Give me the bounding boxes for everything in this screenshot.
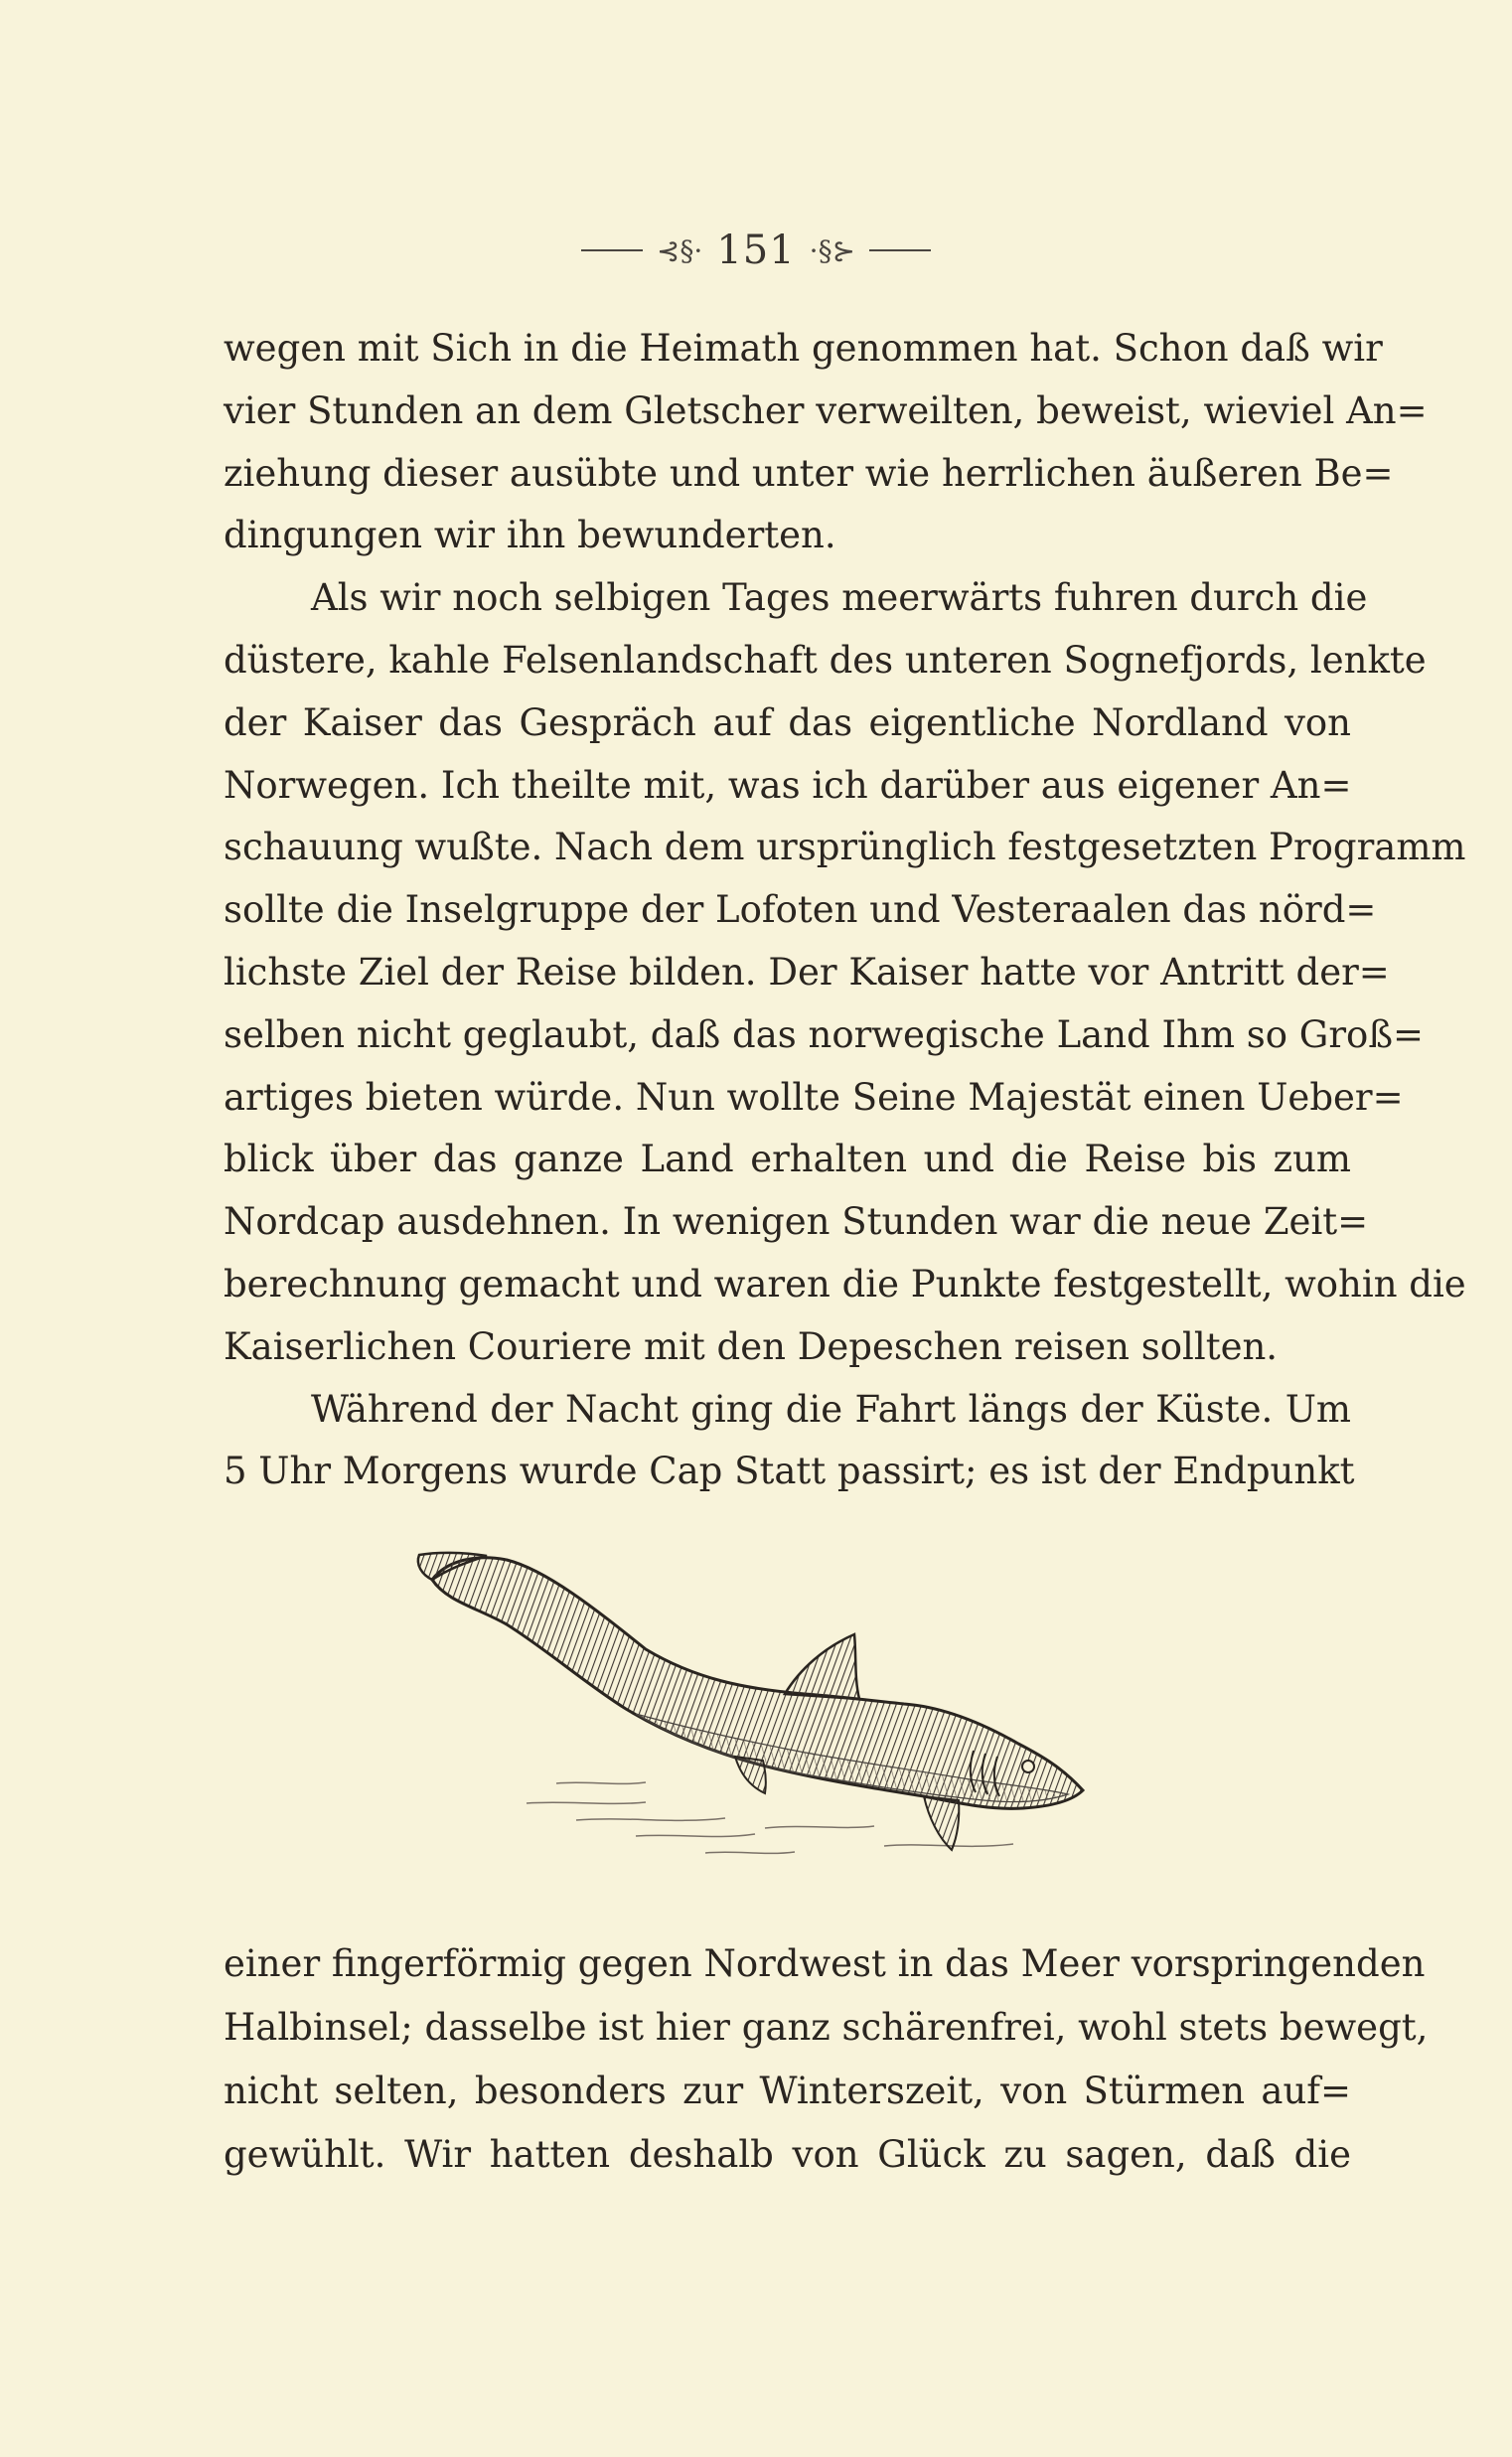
shark-pectoral-fin	[924, 1796, 959, 1850]
text-line: gewühlt. Wir hatten deshalb von Glück zu sagen, daß die	[224, 2133, 1351, 2176]
text-line: schauung wußte. Nach dem ursprünglich festgesetzten Programm	[224, 826, 1466, 869]
text-line: der Kaiser das Gespräch auf das eigentliche Nordland von	[224, 700, 1351, 744]
text-line: düstere, kahle Felsenlandschaft des unteren Sognefjords, lenkte	[224, 638, 1427, 682]
header-rule-left	[581, 249, 643, 251]
text-line: Halbinsel; dasselbe ist hier ganz schärenfrei, wohl stets bewegt,	[224, 2006, 1429, 2049]
text-line: nicht selten, besonders zur Winterszeit, von Stürmen auf=	[224, 2070, 1351, 2112]
header-ornament-left: ⊰§·	[656, 233, 703, 267]
text-line: artiges bieten würde. Nun wollte Seine Majestät einen Ueber=	[224, 1075, 1404, 1119]
body-text-upper	[224, 318, 1466, 1503]
text-line: einer fingerförmig gegen Nordwest in das Meer vorspringenden	[224, 1942, 1426, 1985]
text-line: blick über das ganze Land erhalten und die Reise bis zum	[224, 1138, 1351, 1181]
text-line: Nordcap ausdehnen. In wenigen Stunden war die neue Zeit=	[224, 1200, 1369, 1244]
text-line: vier Stunden an dem Gletscher verweilten, beweist, wieviel An=	[224, 388, 1428, 432]
header-rule-right	[869, 249, 931, 251]
body-text-lower	[224, 1932, 1429, 2187]
shark-pelvic-fin	[735, 1757, 766, 1793]
text-line: Als wir noch selbigen Tages meerwärts fuhren durch die	[311, 576, 1368, 620]
text-line: ziehung dieser ausübte und unter wie herrlichen äußeren Be=	[224, 451, 1394, 495]
text-line: lichste Ziel der Reise bilden. Der Kaiser hatte vor Antritt der=	[224, 950, 1390, 994]
page-number: 151	[716, 228, 796, 273]
text-line: sollte die Inselgruppe der Lofoten und Vesteraalen das nörd=	[224, 888, 1377, 932]
text-line: wegen mit Sich in die Heimath genommen hat. Schon daß wir	[224, 327, 1383, 370]
text-line: berechnung gemacht und waren die Punkte festgestellt, wohin die	[224, 1262, 1466, 1305]
shark-eye	[1022, 1761, 1034, 1772]
shark-dorsal-fin	[785, 1634, 859, 1699]
text-line: Während der Nacht ging die Fahrt längs der Küste. Um	[311, 1387, 1351, 1431]
text-line: Norwegen. Ich theilte mit, was ich darüber aus eigener An=	[224, 763, 1352, 807]
header-ornament-right: ·§⊱	[809, 233, 856, 267]
text-line: selben nicht geglaubt, daß das norwegische Land Ihm so Groß=	[224, 1012, 1425, 1056]
shark-illustration	[407, 1530, 1103, 1898]
text-line: 5 Uhr Morgens wurde Cap Statt passirt; es ist der Endpunkt	[224, 1450, 1355, 1493]
page-header	[0, 221, 1512, 280]
text-line: dingungen wir ihn bewunderten.	[224, 514, 836, 557]
text-line: Kaiserlichen Couriere mit den Depeschen reisen sollten.	[224, 1324, 1279, 1368]
